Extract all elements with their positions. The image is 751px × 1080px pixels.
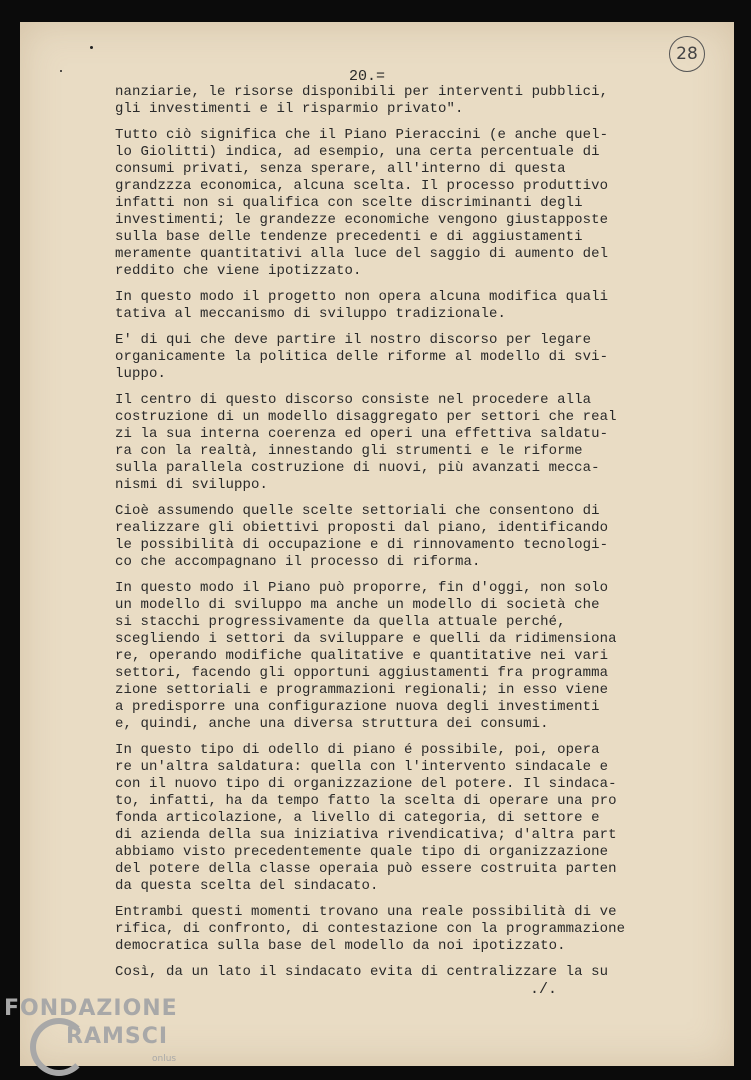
text-line: a predisporre una configurazione nuova degli investimenti [115, 699, 600, 715]
text-line: scegliendo i settori da sviluppare e quelli da ridimensiona [115, 631, 617, 647]
watermark-sub: onlus [152, 1054, 177, 1064]
text-line: consumi privati, senza sperare, all'interno di questa [115, 161, 566, 177]
watermark-line2: RAMSCI [66, 1024, 169, 1049]
page-number: 20.= [349, 68, 386, 85]
text-line: re, operando modifiche qualitative e quantitative nei vari [115, 648, 609, 664]
text-line: zione settoriali e programmazioni regionali; in esso viene [115, 682, 609, 698]
text-line: luppo. [115, 366, 167, 382]
paragraph [115, 742, 645, 895]
text-line: nanziarie, le risorse disponibili per interventi pubblici, [115, 84, 609, 100]
text-line: In questo modo il progetto non opera alcuna modifica quali [115, 289, 609, 305]
text-line: Cioè assumendo quelle scelte settoriali che consentono di [115, 503, 600, 519]
text-line: le possibilità di occupazione e di rinnovamento tecnologi- [115, 537, 609, 553]
text-line: E' di qui che deve partire il nostro discorso per legare [115, 332, 592, 348]
text-line: democratica sulla base del modello da noi ipotizzato. [115, 938, 566, 954]
text-line: lo Giolitti) indica, ad esempio, una certa percentuale di [115, 144, 600, 160]
text-line: In questo tipo di odello di piano é possibile, poi, opera [115, 742, 600, 758]
text-line: abbiamo visto precedentemente quale tipo di organizzazione [115, 844, 609, 860]
paper-speck [90, 46, 93, 49]
text-line: rifica, di confronto, di contestazione con la programmazione [115, 921, 626, 937]
paper-speck [60, 70, 62, 72]
continuation-mark: ./. [530, 981, 558, 998]
text-line: zi la sua interna coerenza ed operi una effettiva saldatu- [115, 426, 609, 442]
paragraph [115, 332, 645, 383]
text-line: meramente quantitativi alla luce del saggio di aumento del [115, 246, 609, 262]
paragraph [115, 127, 645, 280]
text-line: Il centro di questo discorso consiste nel procedere alla [115, 392, 592, 408]
fondazione-gramsci-watermark [4, 996, 194, 1076]
text-line: e, quindi, anche una diversa struttura dei consumi. [115, 716, 549, 732]
text-line: ra con la realtà, innestando gli strumenti e le riforme [115, 443, 583, 459]
paragraph [115, 904, 645, 955]
document-body [115, 84, 645, 990]
text-line: gli investimenti e il risparmio privato". [115, 101, 464, 117]
text-line: realizzare gli obiettivi proposti dal piano, identificando [115, 520, 609, 536]
text-line: con il nuovo tipo di organizzazione del potere. Il sindaca- [115, 776, 617, 792]
text-line: Così, da un lato il sindacato evita di centralizzare la su [115, 964, 609, 980]
paragraph [115, 580, 645, 733]
text-line: investimenti; le grandezze economiche vengono giustapposte [115, 212, 609, 228]
text-line: Entrambi questi momenti trovano una reale possibilità di ve [115, 904, 617, 920]
text-line: sulla parallela costruzione di nuovi, più avanzati mecca- [115, 460, 600, 476]
text-line: sulla base delle tendenze precedenti e di aggiustamenti [115, 229, 583, 245]
text-line: to, infatti, ha da tempo fatto la scelta di operare una pro [115, 793, 617, 809]
text-line: nismi di sviluppo. [115, 477, 269, 493]
text-line: un modello di sviluppo ma anche un modello di società che [115, 597, 600, 613]
text-line: In questo modo il Piano può proporre, fin d'oggi, non solo [115, 580, 609, 596]
text-line: grandzzza economica, alcuna scelta. Il processo produttivo [115, 178, 609, 194]
paragraph [115, 289, 645, 323]
text-line: settori, facendo gli opportuni aggiustamenti fra programma [115, 665, 609, 681]
text-line: Tutto ciò significa che il Piano Pieraccini (e anche quel- [115, 127, 609, 143]
text-line: si stacchi progressivamente da quella attuale perché, [115, 614, 566, 630]
text-line: fonda articolazione, a livello di categoria, di settore e [115, 810, 600, 826]
text-line: organicamente la politica delle riforme al modello di svi- [115, 349, 609, 365]
text-line: infatti non si qualifica con scelte discriminanti degli [115, 195, 583, 211]
text-line: da questa scelta del sindacato. [115, 878, 379, 894]
paragraph [115, 964, 645, 981]
sheet-number-stamp: 28 [669, 36, 705, 72]
text-line: del potere della classe operaia può essere costruita parten [115, 861, 617, 877]
text-line: reddito che viene ipotizzato. [115, 263, 362, 279]
text-line: tativa al meccanismo di sviluppo tradizionale. [115, 306, 507, 322]
paragraph [115, 84, 645, 118]
paragraph [115, 392, 645, 494]
text-line: co che accompagnano il processo di riforma. [115, 554, 481, 570]
watermark-line1: FONDAZIONE [4, 996, 178, 1021]
text-line: costruzione di un modello disaggregato per settori che real [115, 409, 617, 425]
paragraph [115, 503, 645, 571]
text-line: re un'altra saldatura: quella con l'intervento sindacale e [115, 759, 609, 775]
text-line: di azienda della sua iniziativa rivendicativa; d'altra part [115, 827, 617, 843]
